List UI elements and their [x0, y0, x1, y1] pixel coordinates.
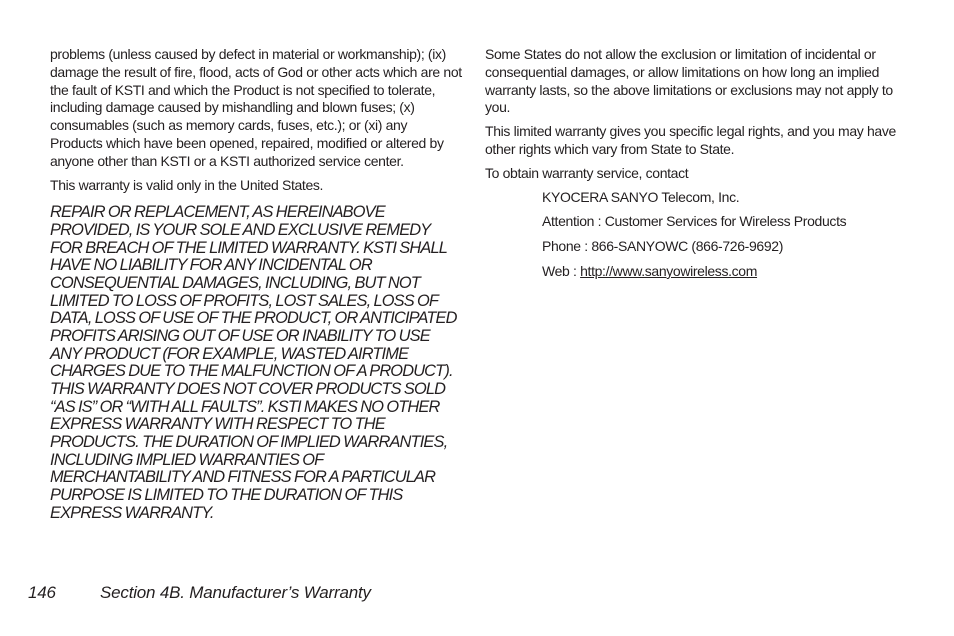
website-link[interactable]: http://www.sanyowireless.com	[580, 262, 758, 279]
contact-phone: Phone : 866-SANYOWC (866-726-9692)	[542, 238, 784, 255]
page-footer	[28, 582, 371, 604]
legal-rights-paragraph: This limited warranty gives you specific legal rights, and you may have other rights which vary from State to State.	[485, 123, 896, 157]
section-title: Section 4B. Manufacturer’s Warranty	[100, 583, 371, 602]
right-column	[485, 46, 905, 288]
page-number: 146	[28, 583, 56, 602]
left-column	[50, 46, 462, 522]
state-limitations-paragraph: Some States do not allow the exclusion or limitation of incidental or consequential damages, or allow limitations on how long an implied warranty lasts, so the above limitations or exclusions may not apply to you.	[485, 46, 893, 116]
validity-paragraph: This warranty is valid only in the United States.	[50, 176, 324, 193]
contact-web	[542, 263, 905, 281]
web-label: Web :	[542, 262, 581, 279]
contact-company: KYOCERA SANYO Telecom, Inc.	[542, 188, 740, 205]
exclusions-paragraph: problems (unless caused by defect in material or workmanship); (ix) damage the result of fire, flood, acts of God or other acts which are not the fault of KSTI and which the Product is not specified to tolerate, including damage caused by mishandling and blown fuses; (x) consumables (such as memory cards, fuses, etc.); or (xi) any Products which have been opened, repaired, modified or altered by anyone other than KSTI or a KSTI authorized service center.	[50, 46, 462, 169]
obtain-service-paragraph: To obtain warranty service, contact	[485, 164, 689, 181]
remedy-disclaimer-paragraph: REPAIR OR REPLACEMENT, AS HEREINABOVE PROVIDED, IS YOUR SOLE AND EXCLUSIVE REMEDY FOR BREACH OF THE LIMITED WARRANTY. KSTI SHALL HAVE NO LIABILITY FOR ANY INCIDENTAL OR CONSEQUENTIAL DAMAGES, INCLUDING, BUT NOT LIMITED TO LOSS OF PROFITS, LOST SALES, LOSS OF DATA, LOSS OF USE OF THE PRODUCT, OR ANTICIPATED PROFITS ARISING OUT OF USE OR INABILITY TO USE ANY PRODUCT (FOR EXAMPLE, WASTED AIRTIME CHARGES DUE TO THE MALFUNCTION OF A PRODUCT). THIS WARRANTY DOES NOT COVER PRODUCTS SOLD “AS IS” OR “WITH ALL FAULTS”. KSTI MAKES NO OTHER EXPRESS WARRANTY WITH RESPECT TO THE PRODUCTS. THE DURATION OF IMPLIED WARRANTIES, INCLUDING IMPLIED WARRANTIES OF MERCHANTABILITY AND FITNESS FOR A PARTICULAR PURPOSE IS LIMITED TO THE DURATION OF THIS EXPRESS WARRANTY.	[50, 203, 457, 522]
contact-block	[542, 189, 905, 281]
contact-attention: Attention : Customer Services for Wireless Products	[542, 213, 847, 230]
